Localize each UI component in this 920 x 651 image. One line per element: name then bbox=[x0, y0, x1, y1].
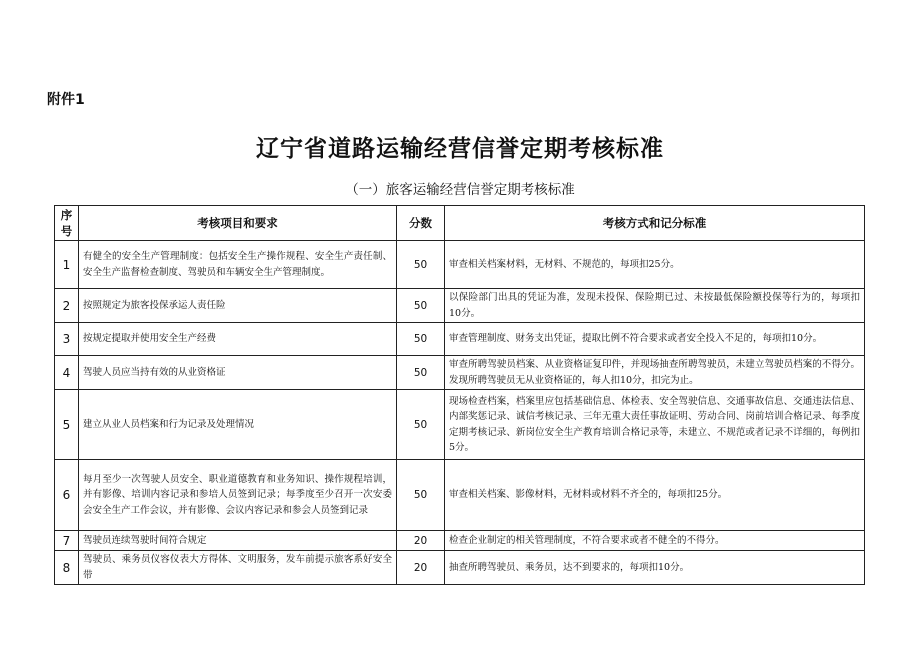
row-score: 50 bbox=[397, 323, 445, 356]
row-requirement: 有健全的安全生产管理制度：包括安全生产操作规程、安全生产责任制、安全生产监督检查制度、驾驶员和车辆安全生产管理制度。 bbox=[79, 241, 397, 289]
row-number: 6 bbox=[55, 460, 79, 531]
row-number: 8 bbox=[55, 551, 79, 585]
section-title: （一）旅客运输经营信誉定期考核标准 bbox=[345, 182, 575, 198]
row-method: 审查管理制度、财务支出凭证，提取比例不符合要求或者安全投入不足的，每项扣10分。 bbox=[445, 323, 865, 356]
row-requirement: 每月至少一次驾驶人员安全、职业道德教育和业务知识、操作规程培训，并有影像、培训内容记录和参培人员签到记录；每季度至少召开一次安委会安全生产工作会议，并有影像、会议内容记录和参会人员签到记录 bbox=[79, 460, 397, 531]
header-score: 分数 bbox=[397, 206, 445, 241]
row-requirement: 驾驶员连续驾驶时间符合规定 bbox=[79, 531, 397, 551]
table-row bbox=[55, 241, 865, 289]
header-method: 考核方式和记分标准 bbox=[445, 206, 865, 241]
row-method: 抽查所聘驾驶员、乘务员，达不到要求的，每项扣10分。 bbox=[445, 551, 865, 585]
row-score: 50 bbox=[397, 289, 445, 323]
row-number: 5 bbox=[55, 390, 79, 460]
table-row bbox=[55, 289, 865, 323]
attachment-label: 附件1 bbox=[47, 92, 85, 108]
table-row bbox=[55, 460, 865, 531]
row-score: 50 bbox=[397, 241, 445, 289]
row-requirement: 按规定提取并使用安全生产经费 bbox=[79, 323, 397, 356]
row-requirement: 按照规定为旅客投保承运人责任险 bbox=[79, 289, 397, 323]
assessment-table bbox=[54, 205, 865, 585]
row-score: 20 bbox=[397, 531, 445, 551]
row-method: 审查相关档案材料，无材料、不规范的，每项扣25分。 bbox=[445, 241, 865, 289]
row-method: 以保险部门出具的凭证为准，发现未投保、保险期已过、未按最低保险额投保等行为的，每项扣10分。 bbox=[445, 289, 865, 323]
row-number: 4 bbox=[55, 356, 79, 390]
row-method: 现场检查档案，档案里应包括基础信息、体检表、安全驾驶信息、交通事故信息、交通违法信息、内部奖惩记录、诚信考核记录、三年无重大责任事故证明、劳动合同、岗前培训合格记录、每季度定期考核记录、新岗位安全生产教育培训合格记录等，未建立、不规范或者记录不详细的，每例扣5分。 bbox=[445, 390, 865, 460]
row-score: 50 bbox=[397, 356, 445, 390]
row-score: 50 bbox=[397, 390, 445, 460]
row-number: 3 bbox=[55, 323, 79, 356]
header-requirement: 考核项目和要求 bbox=[79, 206, 397, 241]
row-score: 50 bbox=[397, 460, 445, 531]
row-requirement: 建立从业人员档案和行为记录及处理情况 bbox=[79, 390, 397, 460]
row-number: 1 bbox=[55, 241, 79, 289]
row-method: 审查相关档案、影像材料，无材料或材料不齐全的，每项扣25分。 bbox=[445, 460, 865, 531]
row-method: 检查企业制定的相关管理制度，不符合要求或者不健全的不得分。 bbox=[445, 531, 865, 551]
row-number: 7 bbox=[55, 531, 79, 551]
table-row bbox=[55, 323, 865, 356]
table-row bbox=[55, 356, 865, 390]
row-method: 审查所聘驾驶员档案、从业资格证复印件，并现场抽查所聘驾驶员，未建立驾驶员档案的不得分。发现所聘驾驶员无从业资格证的，每人扣10分，扣完为止。 bbox=[445, 356, 865, 390]
table-row bbox=[55, 551, 865, 585]
table-header-row bbox=[55, 206, 865, 241]
document-title: 辽宁省道路运输经营信誉定期考核标准 bbox=[256, 136, 664, 162]
header-number: 序号 bbox=[55, 206, 79, 241]
row-number: 2 bbox=[55, 289, 79, 323]
row-score: 20 bbox=[397, 551, 445, 585]
row-requirement: 驾驶员、乘务员仪容仪表大方得体、文明服务，发车前提示旅客系好安全带 bbox=[79, 551, 397, 585]
row-requirement: 驾驶人员应当持有效的从业资格证 bbox=[79, 356, 397, 390]
table-row bbox=[55, 390, 865, 460]
table-row bbox=[55, 531, 865, 551]
